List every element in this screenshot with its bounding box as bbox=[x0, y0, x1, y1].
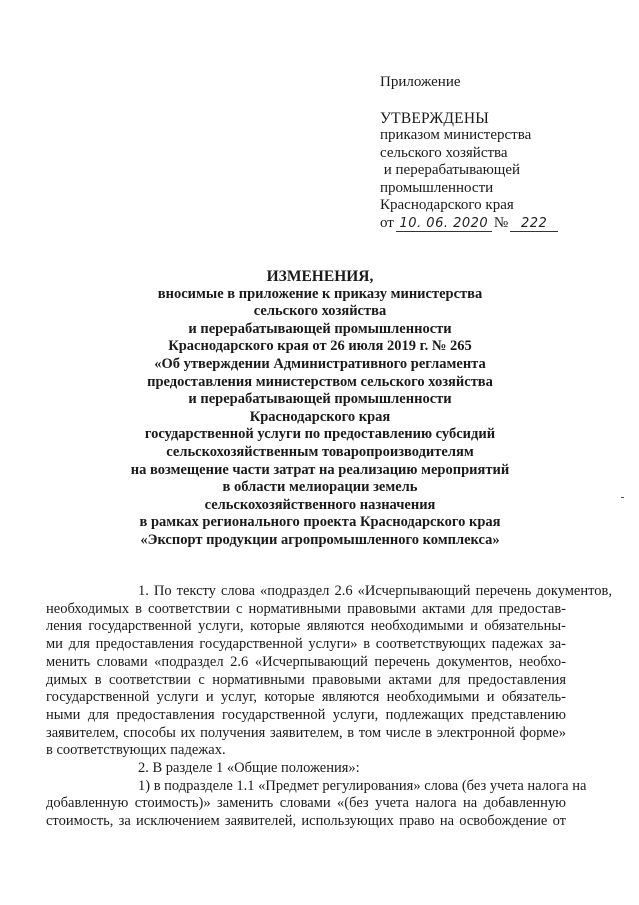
body-line: в соответствующих падежах. bbox=[46, 742, 226, 759]
body-line: необходимых в соответствии с нормативными правовыми актами для предостав- bbox=[46, 600, 566, 617]
title-line: сельскохозяйственным товаропроизводителям bbox=[166, 443, 474, 460]
body-text bbox=[46, 583, 612, 831]
body-line: ления государственной услуги, которые являются необходимыми и обязательны- bbox=[46, 618, 566, 635]
approval-line: промышленности bbox=[380, 179, 494, 196]
number-prefix: № bbox=[493, 214, 509, 231]
body-line: димых в соответствии с нормативными правовыми актами для предоставления bbox=[46, 671, 566, 688]
approval-block bbox=[380, 74, 620, 232]
body-line: ными для предоставления государственной услуги, подлежащих представлению bbox=[46, 706, 566, 723]
title-line: сельского хозяйства bbox=[253, 303, 387, 320]
body-line: ми для предоставления государственной услуги» в соответствующих падежах за- bbox=[46, 636, 566, 653]
changes-title bbox=[60, 268, 580, 550]
handwritten-number: 222 bbox=[510, 217, 558, 232]
title-line: в области мелиорации земель bbox=[222, 479, 418, 496]
body-line: государственной услуги и услуг, которые являются необходимыми и обязатель- bbox=[46, 689, 566, 706]
title-line: государственной услуги по предоставлению субсидий bbox=[144, 426, 496, 443]
date-number-line bbox=[380, 215, 620, 233]
scan-mark bbox=[621, 497, 624, 498]
title-line: в рамках регионального проекта Краснодарского края bbox=[139, 514, 501, 531]
body-line: менить словами «подраздел 2.6 «Исчерпывающий перечень документов, необхо- bbox=[46, 653, 566, 670]
approval-line: и перерабатывающей bbox=[380, 162, 521, 178]
approval-line: Краснодарского края bbox=[380, 197, 514, 213]
body-line: 2. В разделе 1 «Общие положения»: bbox=[138, 760, 360, 777]
title-line: «Об утверждении Административного регламента bbox=[154, 355, 486, 372]
date-prefix: от bbox=[380, 214, 394, 231]
body-line: 1) в подразделе 1.1 «Предмет регулирования» слова (без учета налога на bbox=[138, 777, 587, 794]
handwritten-date: 10. 06. 2020 bbox=[396, 217, 492, 232]
title-line: предоставления министерством сельского хозяйства bbox=[147, 373, 493, 390]
body-line: заявителем, способы их получения заявителем, в том числе в электронной форме» bbox=[46, 724, 566, 741]
approval-line: сельского хозяйства bbox=[380, 144, 508, 161]
title-line: Краснодарского края от 26 июля 2019 г. № 265 bbox=[168, 338, 472, 355]
title-line: и перерабатывающей промышленности bbox=[188, 320, 452, 337]
title-line: Краснодарского края bbox=[249, 408, 391, 425]
title-line: сельскохозяйственного назначения bbox=[204, 496, 436, 513]
title-line: и перерабатывающей промышленности bbox=[188, 391, 452, 408]
body-line: добавленную стоимость)» заменить словами «(без учета налога на добавленную bbox=[46, 795, 566, 812]
approved-heading: УТВЕРЖДЕНЫ bbox=[380, 109, 489, 127]
title-line: «Экспорт продукции агропромышленного комплекса» bbox=[140, 531, 500, 548]
approval-line: приказом министерства bbox=[380, 127, 532, 143]
body-line: 1. По тексту слова «подраздел 2.6 «Исчерпывающий перечень документов, bbox=[138, 583, 612, 599]
appendix-label: Приложение bbox=[380, 74, 461, 90]
title-heading: ИЗМЕНЕНИЯ, bbox=[266, 268, 374, 285]
title-line: на возмещение части затрат на реализацию мероприятий bbox=[130, 461, 510, 478]
body-line: стоимость, за исключением заявителей, использующих право на освобождение от bbox=[46, 813, 566, 830]
title-line: вносимые в приложение к приказу министерства bbox=[157, 285, 483, 302]
